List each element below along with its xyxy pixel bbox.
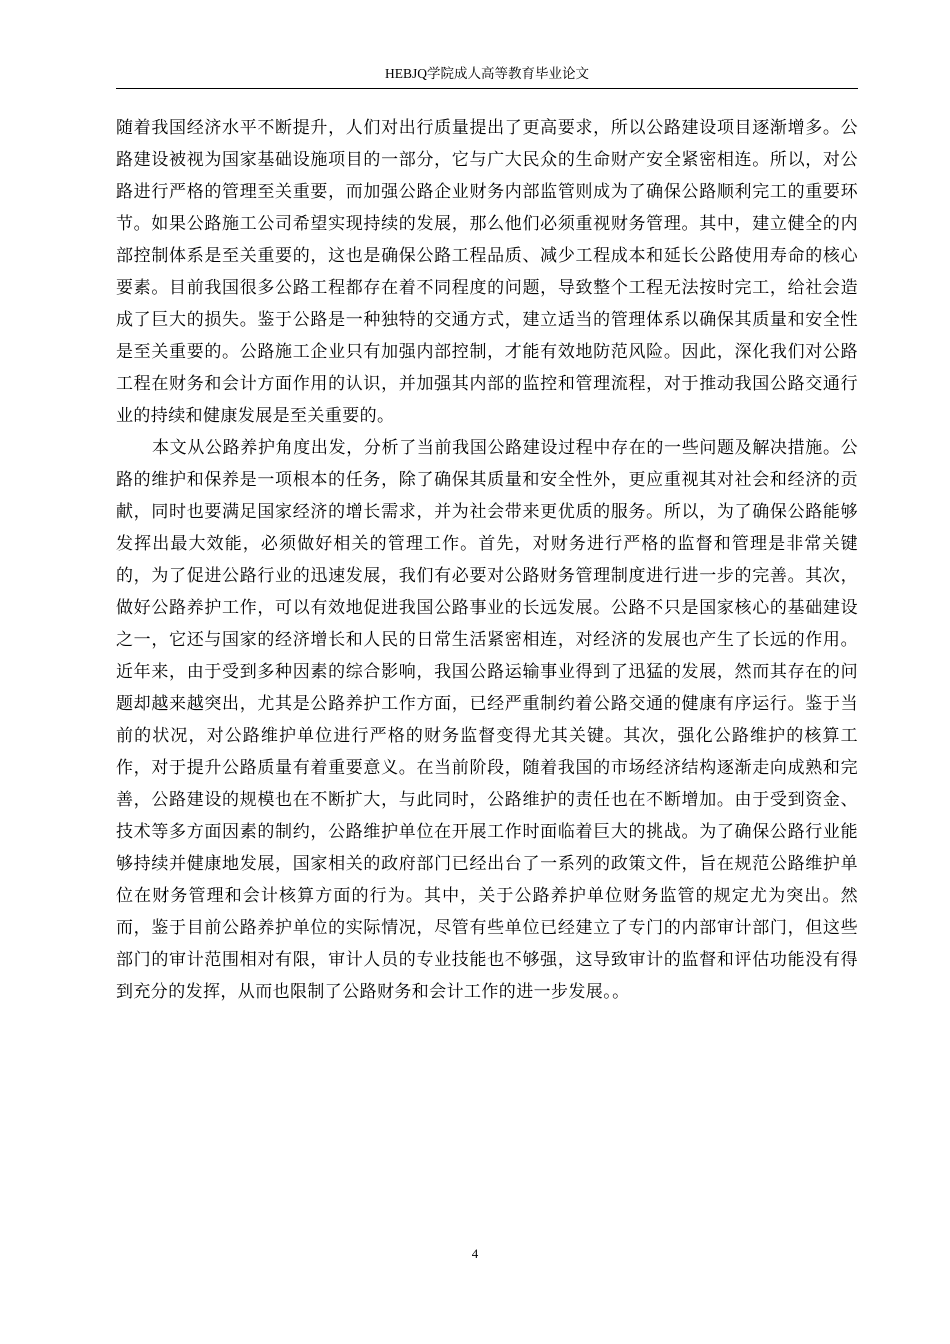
document-body (116, 112, 858, 1008)
header-divider (116, 88, 858, 89)
paragraph-2: 本文从公路养护角度出发，分析了当前我国公路建设过程中存在的一些问题及解决措施。公路的维护和保养是一项根本的任务，除了确保其质量和安全性外，更应重视其对社会和经济的贡献，同时也要满足国家经济的增长需求，并为社会带来更优质的服务。所以，为了确保公路能够发挥出最大效能，必须做好相关的管理工作。首先，对财务进行严格的监督和管理是非常关键的，为了促进公路行业的迅速发展，我们有必要对公路财务管理制度进行进一步的完善。其次，做好公路养护工作，可以有效地促进我国公路事业的长远发展。公路不只是国家核心的基础建设之一，它还与国家的经济增长和人民的日常生活紧密相连，对经济的发展也产生了长远的作用。近年来，由于受到多种因素的综合影响，我国公路运输事业得到了迅猛的发展，然而其存在的问题却越来越突出，尤其是公路养护工作方面，已经严重制约着公路交通的健康有序运行。鉴于当前的状况，对公路维护单位进行严格的财务监督变得尤其关键。其次，强化公路维护的核算工作，对于提升公路质量有着重要意义。在当前阶段，随着我国的市场经济结构逐渐走向成熟和完善，公路建设的规模也在不断扩大，与此同时，公路维护的责任也在不断增加。由于受到资金、技术等多方面因素的制约，公路维护单位在开展工作时面临着巨大的挑战。为了确保公路行业能够持续并健康地发展，国家相关的政府部门已经出台了一系列的政策文件，旨在规范公路维护单位在财务管理和会计核算方面的行为。其中，关于公路养护单位财务监管的规定尤为突出。然而，鉴于目前公路养护单位的实际情况，尽管有些单位已经建立了专门的内部审计部门，但这些部门的审计范围相对有限，审计人员的专业技能也不够强，这导致审计的监督和评估功能没有得到充分的发挥，从而也限制了公路财务和会计工作的进一步发展。。 (116, 438, 858, 1002)
paragraph-1: 随着我国经济水平不断提升，人们对出行质量提出了更高要求，所以公路建设项目逐渐增多。公路建设被视为国家基础设施项目的一部分，它与广大民众的生命财产安全紧密相连。所以，对公路进行严格的管理至关重要，而加强公路企业财务内部监管则成为了确保公路顺利完工的重要环节。如果公路施工公司希望实现持续的发展，那么他们必须重视财务管理。其中，建立健全的内部控制体系是至关重要的，这也是确保公路工程品质、减少工程成本和延长公路使用寿命的核心要素。目前我国很多公路工程都存在着不同程度的问题，导致整个工程无法按时完工，给社会造成了巨大的损失。鉴于公路是一种独特的交通方式，建立适当的管理体系以确保其质量和安全性是至关重要的。公路施工企业只有加强内部控制，才能有效地防范风险。因此，深化我们对公路工程在财务和会计方面作用的认识，并加强其内部的监控和管理流程，对于推动我国公路交通行业的持续和健康发展是至关重要的。 (116, 118, 858, 426)
page-header-title: HEBJQ学院成人高等教育毕业论文 (384, 66, 589, 81)
page-number: 4 (471, 1246, 479, 1261)
